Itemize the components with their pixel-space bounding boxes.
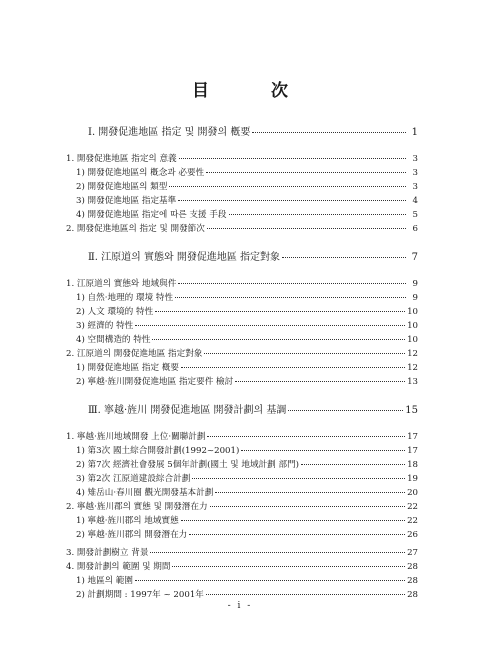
toc-entry-page: 10: [407, 335, 418, 345]
toc-entry-label: 4) 雉岳山·春川圈 觀光開發基本計劃: [76, 488, 214, 498]
toc-leader-dots: [207, 428, 405, 437]
toc-entry-page: 3: [412, 168, 418, 178]
toc-entry-page: 9: [412, 293, 418, 303]
toc-leader-dots: [229, 206, 406, 215]
toc-entry-page: 18: [407, 460, 418, 470]
page-title: 目 次: [192, 81, 316, 101]
toc-leader-dots: [181, 512, 405, 521]
toc-leader-dots: [135, 317, 405, 326]
toc-entry-label: Ⅰ. 開發促進地區 指定 및 開發의 槪要: [88, 127, 251, 138]
toc-leader-dots: [282, 247, 406, 258]
toc-entry-label: 2) 人文 環境的 特性: [76, 307, 154, 317]
toc-entry-label: 2) 第7次 經濟社會發展 5個年計劃(國土 및 地域計劃 部門): [76, 460, 300, 470]
toc-entry-page: 19: [407, 474, 418, 484]
toc-entry-label: 1) 自然·地理的 環境 特性: [76, 293, 174, 303]
toc-entry-page: 27: [407, 548, 418, 558]
toc-entry-label: 1. 寧越·旌川地域開發 上位·關聯計劃: [66, 432, 206, 442]
toc-entry-page: 17: [407, 432, 418, 442]
toc-entry-page: 26: [407, 530, 418, 540]
toc-entry-label: Ⅲ. 寧越·旌川 開發促進地區 開發計劃의 基調: [88, 405, 287, 416]
toc-entry-page: 13: [407, 377, 418, 387]
toc-entry-label: 1) 地區의 範圍: [76, 576, 133, 586]
toc-leader-dots: [215, 484, 405, 493]
toc-entry-label: 2) 開發促進地區의 類型: [76, 182, 168, 192]
toc-subsection: [66, 528, 418, 541]
toc-entry-label: 2. 寧越·旌川郡의 實態 및 開發潛在力: [66, 502, 208, 512]
toc-entry-label: 2) 寧越·旌川郡의 開發潛在力: [76, 530, 188, 540]
toc-entry-page: 20: [407, 488, 418, 498]
toc-subsection: [66, 588, 418, 601]
toc-entry-label: 1) 第3次 國土綜合開發計劃(1992~2001): [76, 446, 240, 456]
table-of-contents: [66, 124, 418, 602]
toc-leader-dots: [135, 572, 405, 581]
toc-entry-label: 4) 空間構造的 特性: [76, 335, 151, 345]
toc-entry-page: 4: [412, 196, 418, 206]
toc-entry-label: 3) 經濟的 特性: [76, 321, 134, 331]
toc-entry-label: 1) 開發促進地區의 槪念과 必要性: [76, 168, 205, 178]
toc-entry-page: 28: [407, 562, 418, 572]
toc-entry-page: 28: [407, 590, 418, 600]
toc-entry-label: 4) 開發促進地區 指定에 따른 支援 手段: [76, 210, 227, 220]
toc-entry-page: 9: [412, 279, 418, 289]
toc-section: [66, 222, 418, 235]
toc-entry-page: 3: [412, 182, 418, 192]
toc-entry-label: Ⅱ. 江原道의 實態와 開發促進地區 指定對象: [88, 252, 281, 263]
toc-leader-dots: [241, 442, 405, 451]
toc-entry-label: 2. 江原道의 開發促進地區 指定對象: [66, 349, 203, 359]
toc-leader-dots: [206, 164, 406, 173]
toc-entry-page: 10: [407, 321, 418, 331]
toc-leader-dots: [189, 526, 405, 535]
toc-chapter: [66, 249, 418, 265]
toc-leader-dots: [172, 558, 405, 567]
toc-entry-page: 22: [407, 516, 418, 526]
toc-leader-dots: [252, 122, 406, 133]
toc-entry-label: 2) 計劃期間 : 1997年 ~ 2001年: [76, 590, 204, 600]
toc-chapter: [66, 124, 418, 140]
toc-leader-dots: [206, 586, 405, 595]
toc-leader-dots: [181, 359, 405, 368]
toc-entry-page: 28: [407, 576, 418, 586]
toc-leader-dots: [204, 345, 405, 354]
toc-entry-page: 17: [407, 446, 418, 456]
toc-entry-label: 2) 寧越·旌川開發促進地區 指定要件 檢討: [76, 377, 234, 387]
toc-entry-label: 2. 開發促進地區의 指定 및 開發節次: [66, 224, 205, 234]
toc-entry-page: 6: [412, 224, 418, 234]
toc-chapter: [66, 402, 418, 418]
toc-entry-label: 1. 江原道의 實態와 地域與件: [66, 279, 177, 289]
toc-entry-page: 1: [411, 127, 418, 138]
toc-entry-label: 3) 第2次 江原道建設綜合計劃: [76, 474, 191, 484]
toc-entry-page: 22: [407, 502, 418, 512]
toc-leader-dots: [179, 150, 406, 159]
page-number: - i -: [227, 601, 253, 611]
toc-entry-label: 4. 開發計劃의 範圍 및 期間: [66, 562, 171, 572]
toc-leader-dots: [155, 303, 405, 312]
toc-leader-dots: [178, 275, 406, 284]
toc-entry-page: 7: [411, 252, 418, 263]
toc-leader-dots: [175, 289, 406, 298]
toc-entry-page: 10: [407, 307, 418, 317]
toc-leader-dots: [301, 456, 405, 465]
toc-entry-page: 3: [412, 154, 418, 164]
toc-leader-dots: [192, 470, 405, 479]
toc-entry-label: 1. 開發促進地區 指定의 意義: [66, 154, 177, 164]
toc-leader-dots: [150, 544, 405, 553]
toc-entry-label: 3) 開發促進地區 指定基準: [76, 196, 177, 206]
toc-leader-dots: [288, 400, 403, 411]
toc-entry-label: 1) 開發促進地區 指定 槪要: [76, 363, 179, 373]
toc-leader-dots: [207, 220, 406, 229]
toc-subsection: [66, 375, 418, 388]
toc-entry-page: 12: [407, 363, 418, 373]
toc-entry-page: 5: [412, 210, 418, 220]
toc-entry-label: 1) 寧越·旌川郡의 地域實態: [76, 516, 179, 526]
toc-entry-page: 15: [405, 405, 418, 416]
toc-leader-dots: [235, 373, 405, 382]
toc-entry-label: 3. 開發計劃樹立 背景: [66, 548, 149, 558]
toc-leader-dots: [152, 331, 405, 340]
toc-leader-dots: [169, 178, 406, 187]
toc-leader-dots: [178, 192, 406, 201]
toc-leader-dots: [210, 498, 405, 507]
toc-entry-page: 12: [407, 349, 418, 359]
